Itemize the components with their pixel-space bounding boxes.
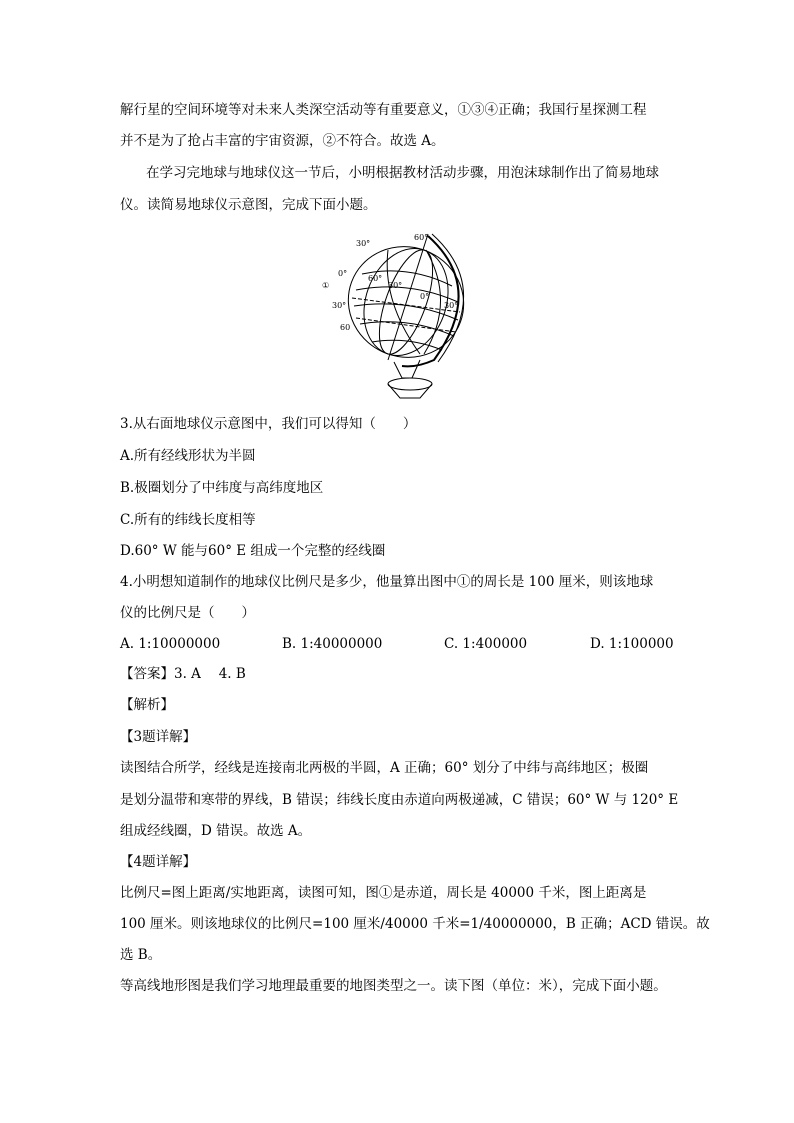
intro-line: 仪。读简易地球仪示意图，完成下面小题。 (120, 197, 377, 213)
question-4-option-a[interactable]: A. 1:10000000 (120, 636, 221, 652)
q3-analysis-line: 是划分温带和寒带的界线，B 错误；纬线长度由赤道向两极递减，C 错误；60° W 与 120° E (120, 792, 679, 808)
question-4-stem: 仪的比例尺是（ ） (120, 605, 255, 621)
label-30-top: 30° (356, 239, 371, 248)
label-30-mid: 30° (388, 281, 403, 290)
question-3-option-a[interactable]: A.所有经线形状为半圆 (120, 448, 256, 464)
label-circle-1: ① (322, 281, 330, 290)
globe-stand (394, 360, 420, 378)
globe-stand (388, 384, 432, 398)
paragraph-line: 解行星的空间环境等对未来人类深空活动等有重要意义，①③④正确；我国行星探测工程 (120, 102, 647, 118)
globe-diagram (316, 228, 476, 400)
label-30-right: 30° (444, 301, 459, 310)
globe-stand-base (388, 378, 432, 390)
meridian-line (387, 250, 420, 354)
analysis-heading: 【解析】 (120, 697, 174, 713)
q3-analysis-heading: 【3题详解】 (120, 729, 197, 745)
question-3-stem: 3.从右面地球仪示意图中，我们可以得知（ ） (120, 416, 417, 432)
label-30-left: 30° (332, 301, 347, 310)
q4-analysis-line: 比例尺=图上距离/实地距离，读图可知，图①是赤道，周长是 40000 千米，图上距离是 (120, 885, 647, 901)
q4-analysis-heading: 【4题详解】 (120, 854, 197, 870)
closing-line: 等高线地形图是我们学习地理最重要的地图类型之一。读下图（单位：米），完成下面小题。 (120, 978, 667, 994)
question-4-option-c[interactable]: C. 1:400000 (444, 636, 528, 652)
question-4-stem: 4.小明想知道制作的地球仪比例尺是多少，他量算出图中①的周长是 100 厘米，则该地球 (120, 574, 654, 590)
question-3-option-d[interactable]: D.60° W 能与60° E 组成一个完整的经线圈 (120, 543, 386, 559)
answer-line: 【答案】3. A 4. B (120, 666, 246, 682)
question-4-option-d[interactable]: D. 1:100000 (590, 636, 674, 652)
q3-analysis-line: 组成经线圈，D 错误。故选 A。 (120, 823, 312, 839)
q4-analysis-line: 100 厘米。则该地球仪的比例尺=100 厘米/40000 千米=1/40000000，B 正确；ACD 错误。故 (120, 916, 710, 932)
q3-analysis-line: 读图结合所学，经线是连接南北两极的半圆，A 正确；60° 划分了中纬与高纬地区；极圈 (120, 760, 649, 776)
q4-analysis-line: 选 B。 (120, 947, 162, 963)
dashed-parallel (356, 318, 456, 332)
paragraph-line: 并不是为了抢占丰富的宇宙资源，②不符合。故选 A。 (120, 133, 445, 149)
label-60-bottom: 60 (340, 323, 351, 332)
globe-figure (316, 228, 476, 400)
label-0-left: 0° (338, 269, 348, 278)
label-60-top: 60° (414, 233, 429, 242)
question-3-option-c[interactable]: C.所有的纬线长度相等 (120, 512, 256, 528)
question-3-option-b[interactable]: B.极圈划分了中纬度与高纬度地区 (120, 480, 324, 496)
question-4-option-b[interactable]: B. 1:40000000 (282, 636, 383, 652)
label-0-right: 0° (420, 292, 430, 301)
intro-line: 在学习完地球与地球仪这一节后，小明根据教材活动步骤，用泡沫球制作出了简易地球 (146, 165, 659, 181)
label-60-mid: 60° (368, 274, 383, 283)
